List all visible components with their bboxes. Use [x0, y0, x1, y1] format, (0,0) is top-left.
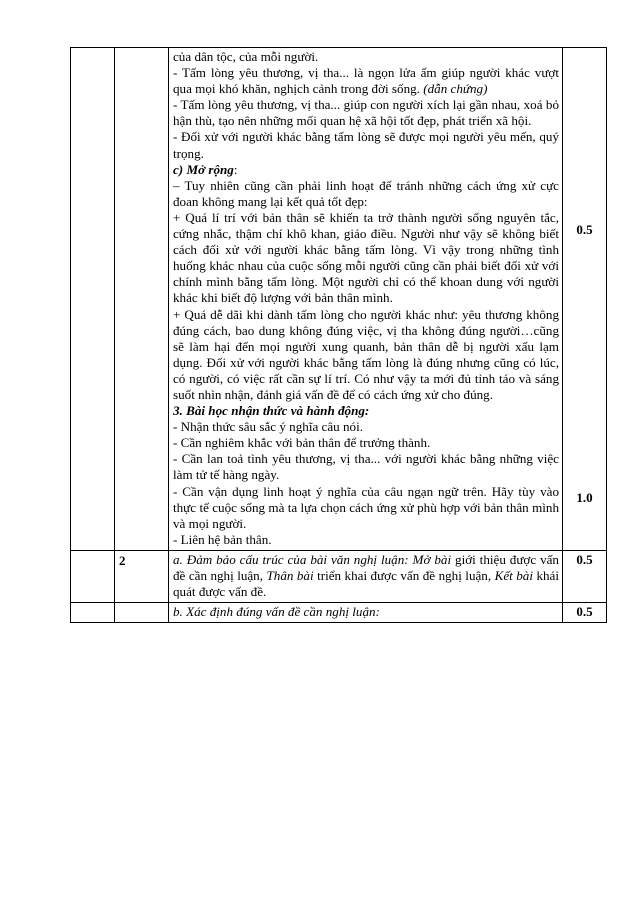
score-value: 1.0	[576, 490, 593, 505]
score-cell	[563, 48, 607, 551]
text-line: của dân tộc, của mỗi người.	[173, 49, 319, 64]
example-note: (dẫn chứng)	[423, 81, 488, 97]
text-line: a. Đảm bảo cấu trúc của bài văn nghị luận: Mở bài giới thiệu được vấn đề cần nghị luận, Thân bài triển khai được vấn đề nghị luận, Kết bài khái quát được vấn đề.	[173, 551, 559, 600]
text-line: - Đối xử với người khác bằng tấm lòng sẽ được mọi người yêu mến, quý trọng.	[173, 129, 559, 161]
table-row	[71, 48, 607, 551]
table-row	[71, 550, 607, 602]
content-cell	[169, 550, 563, 602]
content-cell	[169, 603, 563, 623]
text-line: b. Xác định đúng vấn đề cần nghị luận:	[173, 604, 380, 620]
score-cell	[563, 550, 607, 602]
text-line: + Quá lí trí với bản thân sẽ khiến ta trở thành người sống nguyên tắc, cứng nhắc, thậm chí khô khan, giáo điều. Người như vậy sẽ không biết cách đối xử với người khác bằng tấm lòng. Vì vậy trong những tình huống khác nhau của cuộc sống mỗi người cũng cần phải biết đối xử với chính mình bằng tấm lòng. Một người chỉ có thể khoan dung với người khác khi biết độ lượng với bản thân mình.	[173, 209, 559, 306]
section-heading: 3. Bài học nhận thức và hành động:	[173, 403, 370, 419]
question-cell	[71, 603, 115, 623]
text-line: – Tuy nhiên cũng cần phải linh hoạt để tránh những cách ứng xử cực đoan không mang lại kết quả tốt đẹp:	[173, 177, 559, 209]
content-cell	[169, 48, 563, 551]
score-value: 0.5	[576, 604, 593, 620]
table-row	[71, 603, 607, 623]
text-line: - Cần vận dụng linh hoạt ý nghĩa của câu ngạn ngữ trên. Hãy tùy vào thực tế cuộc sống mà ta lựa chọn cách ứng xử phù hợp với bản thân mình và mọi người.	[173, 483, 559, 531]
text-line: - Nhận thức sâu sắc ý nghĩa câu nói.	[173, 419, 363, 435]
text-line: - Cần lan toả tình yêu thương, vị tha... với người khác bằng những việc làm tử tế hàng ngày.	[173, 451, 559, 483]
section-heading: c) Mở rộng:	[173, 161, 238, 177]
text-line: - Tấm lòng yêu thương, vị tha... là ngọn lửa ấm giúp người khác vượt qua mọi khó khăn, nghịch cảnh trong đời sống. (dẫn chứng)	[173, 65, 559, 97]
question-number: 2	[119, 552, 126, 568]
score-cell	[563, 603, 607, 623]
subquestion-cell	[115, 550, 169, 602]
score-value: 0.5	[576, 222, 593, 237]
question-cell	[71, 48, 115, 551]
question-cell	[71, 550, 115, 602]
subquestion-cell	[115, 603, 169, 623]
text-line: - Cần nghiêm khắc với bản thân để trưởng thành.	[173, 435, 431, 451]
text-line: + Quá dễ dãi khi dành tấm lòng cho người khác như: yêu thương không đúng cách, bao dung không đúng việc, vị tha không đúng người…cũng sẽ làm hại đến mọi người xung quanh, bản thân dễ bị người xấu lạm dụng. Đối xử với người khác bằng tấm lòng là đúng nhưng cũng có lúc, có người, có việc rất cần sự lí trí. Có như vậy ta mới đủ tỉnh táo và sáng suốt nhìn nhận, đánh giá vấn đề để có cách ứng xử cho đúng.	[173, 306, 559, 402]
subquestion-cell	[115, 48, 169, 551]
text-line: - Liên hệ bản thân.	[173, 531, 272, 547]
score-value: 0.5	[576, 551, 593, 567]
text-line: - Tấm lòng yêu thương, vị tha... giúp con người xích lại gần nhau, xoá bỏ hận thù, tạo nên những mối quan hệ xã hội tốt đẹp, phát triển xã hội.	[173, 97, 559, 129]
grading-table	[70, 47, 607, 623]
